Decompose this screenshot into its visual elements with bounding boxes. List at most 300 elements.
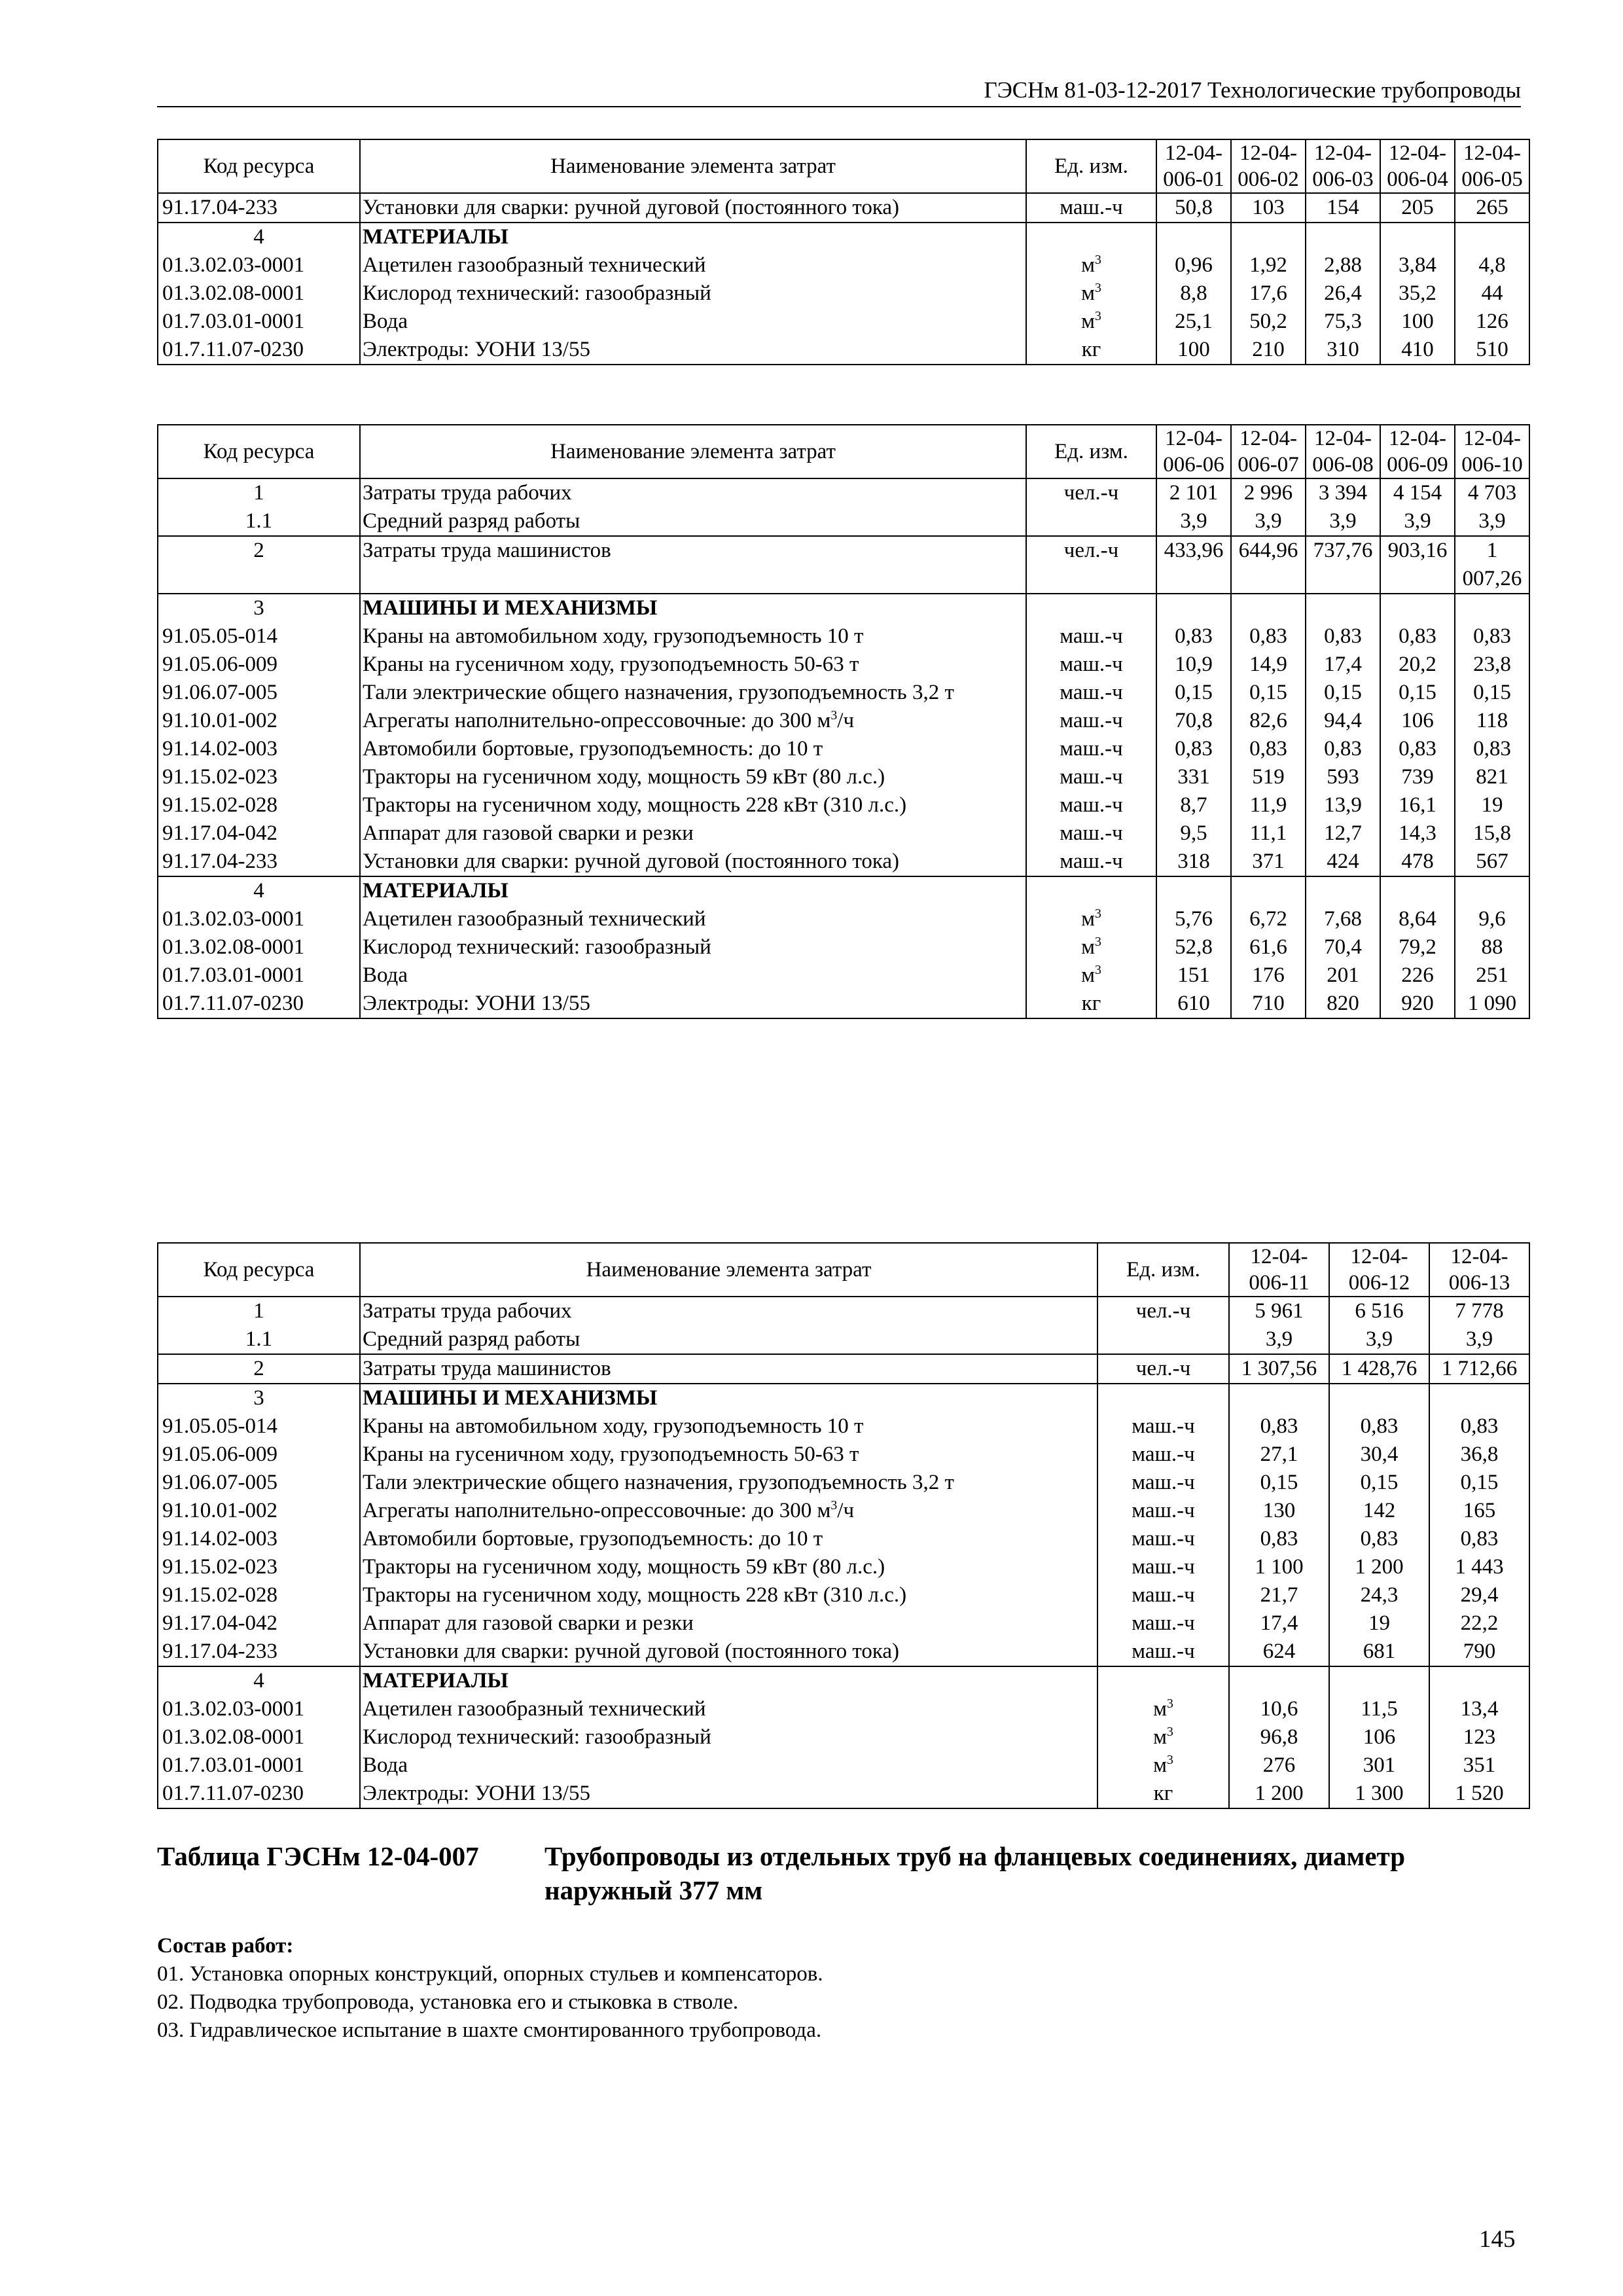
resource-code: 01.3.02.03-0001 xyxy=(158,905,360,933)
resource-code: 91.15.02-028 xyxy=(158,1581,360,1609)
table-row xyxy=(158,933,1529,961)
norm-value: 3,9 xyxy=(1229,1325,1329,1354)
table-row xyxy=(158,1384,1529,1412)
resource-code: 3 xyxy=(158,594,360,622)
cost-element-name: Электроды: УОНИ 13/55 xyxy=(360,1780,1097,1808)
norm-value: 106 xyxy=(1380,707,1455,735)
norm-value: 1 007,26 xyxy=(1455,536,1529,594)
resource-code: 01.3.02.08-0001 xyxy=(158,279,360,308)
norm-value xyxy=(1380,876,1455,905)
norm-value: 0,83 xyxy=(1231,735,1306,763)
table-row xyxy=(158,1412,1529,1441)
resource-code: 91.17.04-233 xyxy=(158,1638,360,1666)
column-header: Код ресурса xyxy=(158,1243,360,1297)
unit: $м^3$ xyxy=(1026,933,1156,961)
norm-value: 24,3 xyxy=(1329,1581,1429,1609)
norm-value: 106 xyxy=(1329,1723,1429,1751)
table-row xyxy=(158,651,1529,679)
norm-value: 25,1 xyxy=(1156,308,1231,336)
norm-value: 681 xyxy=(1329,1638,1429,1666)
norm-value: 2 101 xyxy=(1156,478,1231,507)
norm-value: 118 xyxy=(1455,707,1529,735)
norm-value: 644,96 xyxy=(1231,536,1306,594)
norm-value: 821 xyxy=(1455,763,1529,791)
table-row xyxy=(158,478,1529,507)
norm-value: 0,15 xyxy=(1329,1469,1429,1497)
column-header: Наименование элемента затрат xyxy=(360,139,1026,193)
norm-value: 61,6 xyxy=(1231,933,1306,961)
cost-element-name: Установки для сварки: ручной дуговой (постоянного тока) xyxy=(360,1638,1097,1666)
work-item: 02. Подводка трубопровода, установка его и стыковка в стволе. xyxy=(157,1990,739,2014)
norm-value: 710 xyxy=(1231,990,1306,1018)
column-header: Код ресурса xyxy=(158,139,360,193)
cost-element-name: Электроды: УОНИ 13/55 xyxy=(360,990,1026,1018)
cost-element-name: МАТЕРИАЛЫ xyxy=(360,223,1026,251)
column-header: Наименование элемента затрат xyxy=(360,425,1026,478)
unit: кг xyxy=(1026,336,1156,365)
norm-value: 0,83 xyxy=(1156,735,1231,763)
resource-code: 91.17.04-233 xyxy=(158,193,360,223)
norm-value: 70,8 xyxy=(1156,707,1231,735)
cost-element-name: Электроды: УОНИ 13/55 xyxy=(360,336,1026,365)
table-row xyxy=(158,791,1529,819)
norm-value: 126 xyxy=(1455,308,1529,336)
unit xyxy=(1097,1666,1229,1695)
resource-code: 1.1 xyxy=(158,1325,360,1354)
unit: маш.-ч xyxy=(1097,1638,1229,1666)
cost-element-name: Краны на автомобильном ходу, грузоподъемность 10 т xyxy=(360,622,1026,651)
cost-element-name: МАТЕРИАЛЫ xyxy=(360,1666,1097,1695)
norm-value: 251 xyxy=(1455,961,1529,990)
norm-value: 371 xyxy=(1231,848,1306,876)
norm-value: 123 xyxy=(1429,1723,1529,1751)
cost-element-name: Ацетилен газообразный технический xyxy=(360,251,1026,279)
cost-element-name: Тракторы на гусеничном ходу, мощность 59 кВт (80 л.с.) xyxy=(360,1553,1097,1581)
norm-value: 1 200 xyxy=(1329,1553,1429,1581)
table-row xyxy=(158,536,1529,594)
norm-value: 1 428,76 xyxy=(1329,1354,1429,1384)
work-item: 01. Установка опорных конструкций, опорных стульев и компенсаторов. xyxy=(157,1962,823,1986)
norm-value: 0,83 xyxy=(1306,622,1380,651)
norm-value: 82,6 xyxy=(1231,707,1306,735)
table-row xyxy=(158,707,1529,735)
work-composition-title: Состав работ: xyxy=(157,1934,294,1958)
norm-value: 1 307,56 xyxy=(1229,1354,1329,1384)
norm-value: 1 443 xyxy=(1429,1553,1529,1581)
norm-value: 0,15 xyxy=(1429,1469,1529,1497)
norm-value: 3,9 xyxy=(1455,507,1529,536)
resource-code: 91.10.01-002 xyxy=(158,707,360,735)
cost-element-name: Вода xyxy=(360,308,1026,336)
table-row xyxy=(158,594,1529,622)
column-header: 12-04-006-07 xyxy=(1231,425,1306,478)
norm-value: 1 520 xyxy=(1429,1780,1529,1808)
norm-value: 16,1 xyxy=(1380,791,1455,819)
norm-value: 15,8 xyxy=(1455,819,1529,848)
unit: маш.-ч xyxy=(1097,1412,1229,1441)
cost-element-name: Средний разряд работы xyxy=(360,507,1026,536)
norm-value: 2,88 xyxy=(1306,251,1380,279)
table-row xyxy=(158,336,1529,365)
unit: маш.-ч xyxy=(1026,679,1156,707)
norm-value: 5,76 xyxy=(1156,905,1231,933)
table-title-label: Таблица ГЭСНм 12-04-007 xyxy=(157,1841,479,1871)
unit: маш.-ч xyxy=(1097,1609,1229,1638)
norm-value xyxy=(1455,223,1529,251)
norm-value: 3,9 xyxy=(1380,507,1455,536)
resource-code: 91.14.02-003 xyxy=(158,735,360,763)
cost-element-name: МАТЕРИАЛЫ xyxy=(360,876,1026,905)
resource-code: 2 xyxy=(158,536,360,594)
table-row xyxy=(158,507,1529,536)
norm-value: 0,83 xyxy=(1380,735,1455,763)
norm-value: 0,83 xyxy=(1156,622,1231,651)
norm-value: 820 xyxy=(1306,990,1380,1018)
resource-code: 91.06.07-005 xyxy=(158,1469,360,1497)
column-header: 12-04-006-02 xyxy=(1231,139,1306,193)
cost-element-name: Затраты труда рабочих xyxy=(360,478,1026,507)
table-row xyxy=(158,1638,1529,1666)
resource-code: 01.3.02.03-0001 xyxy=(158,1695,360,1723)
table-row xyxy=(158,1325,1529,1354)
norm-value: 0,15 xyxy=(1229,1469,1329,1497)
resource-code: 01.3.02.08-0001 xyxy=(158,1723,360,1751)
norm-value xyxy=(1156,876,1231,905)
norm-value: 4 703 xyxy=(1455,478,1529,507)
norm-value xyxy=(1156,223,1231,251)
norm-value: 13,4 xyxy=(1429,1695,1529,1723)
cost-element-name: Установки для сварки: ручной дуговой (постоянного тока) xyxy=(360,193,1026,223)
norm-value: 610 xyxy=(1156,990,1231,1018)
norm-value: 11,5 xyxy=(1329,1695,1429,1723)
norm-value: 35,2 xyxy=(1380,279,1455,308)
cost-element-name: Вода xyxy=(360,1751,1097,1780)
norm-value: 0,15 xyxy=(1156,679,1231,707)
table-header-row xyxy=(158,425,1529,478)
norm-value xyxy=(1231,876,1306,905)
norms-table-3 xyxy=(157,1242,1530,1809)
cost-element-name: Краны на автомобильном ходу, грузоподъемность 10 т xyxy=(360,1412,1097,1441)
column-header: 12-04-006-01 xyxy=(1156,139,1231,193)
resource-code: 01.7.03.01-0001 xyxy=(158,1751,360,1780)
norm-value: 75,3 xyxy=(1306,308,1380,336)
unit xyxy=(1097,1384,1229,1412)
norm-value xyxy=(1380,223,1455,251)
norm-value: 29,4 xyxy=(1429,1581,1529,1609)
unit: $м^3$ xyxy=(1097,1751,1229,1780)
column-header: 12-04-006-13 xyxy=(1429,1243,1529,1297)
norm-value: 9,6 xyxy=(1455,905,1529,933)
resource-code: 91.17.04-042 xyxy=(158,1609,360,1638)
norm-value xyxy=(1455,876,1529,905)
norm-value: 0,15 xyxy=(1380,679,1455,707)
table-row xyxy=(158,990,1529,1018)
norm-value: 276 xyxy=(1229,1751,1329,1780)
column-header: 12-04-006-06 xyxy=(1156,425,1231,478)
table-row xyxy=(158,819,1529,848)
resource-code: 4 xyxy=(158,223,360,251)
cost-element-name: Агрегаты наполнительно-опрессовочные: до 300 $м^3/ч$ xyxy=(360,707,1026,735)
norm-value: 593 xyxy=(1306,763,1380,791)
table-row xyxy=(158,1695,1529,1723)
norm-value: 519 xyxy=(1231,763,1306,791)
norm-value: 7 778 xyxy=(1429,1297,1529,1325)
norm-value: 176 xyxy=(1231,961,1306,990)
norm-value: 30,4 xyxy=(1329,1441,1429,1469)
norm-value: 0,15 xyxy=(1231,679,1306,707)
norm-value: 52,8 xyxy=(1156,933,1231,961)
norm-value: 424 xyxy=(1306,848,1380,876)
norm-value: 0,83 xyxy=(1229,1525,1329,1553)
norm-value: 79,2 xyxy=(1380,933,1455,961)
unit: кг xyxy=(1097,1780,1229,1808)
norm-value xyxy=(1231,223,1306,251)
cost-element-name: Кислород технический: газообразный xyxy=(360,933,1026,961)
column-header: 12-04-006-09 xyxy=(1380,425,1455,478)
cost-element-name: Вода xyxy=(360,961,1026,990)
norm-value: 1 200 xyxy=(1229,1780,1329,1808)
norm-value: 1 090 xyxy=(1455,990,1529,1018)
norm-value: 0,83 xyxy=(1455,735,1529,763)
resource-code: 91.05.05-014 xyxy=(158,1412,360,1441)
resource-code: 01.7.11.07-0230 xyxy=(158,336,360,365)
unit: маш.-ч xyxy=(1026,819,1156,848)
column-header: 12-04-006-04 xyxy=(1380,139,1455,193)
resource-code: 91.10.01-002 xyxy=(158,1497,360,1525)
unit: чел.-ч xyxy=(1097,1354,1229,1384)
cost-element-name: Кислород технический: газообразный xyxy=(360,1723,1097,1751)
unit: чел.-ч xyxy=(1026,536,1156,594)
norm-value: 920 xyxy=(1380,990,1455,1018)
norm-value: 130 xyxy=(1229,1497,1329,1525)
unit xyxy=(1026,507,1156,536)
cost-element-name: Краны на гусеничном ходу, грузоподъемность 50-63 т xyxy=(360,1441,1097,1469)
cost-element-name: Тракторы на гусеничном ходу, мощность 59 кВт (80 л.с.) xyxy=(360,763,1026,791)
norm-value: 17,6 xyxy=(1231,279,1306,308)
norm-value: 17,4 xyxy=(1229,1609,1329,1638)
cost-element-name: Агрегаты наполнительно-опрессовочные: до 300 $м^3/ч$ xyxy=(360,1497,1097,1525)
table-row xyxy=(158,1553,1529,1581)
norm-value: 94,4 xyxy=(1306,707,1380,735)
table-row xyxy=(158,622,1529,651)
norm-value: 205 xyxy=(1380,193,1455,223)
norm-value xyxy=(1156,594,1231,622)
norm-value: 10,9 xyxy=(1156,651,1231,679)
norm-value: 0,83 xyxy=(1329,1525,1429,1553)
norm-value: 12,7 xyxy=(1306,819,1380,848)
cost-element-name: Средний разряд работы xyxy=(360,1325,1097,1354)
table-row xyxy=(158,1609,1529,1638)
resource-code: 91.17.04-233 xyxy=(158,848,360,876)
norm-value xyxy=(1429,1384,1529,1412)
norm-value: 410 xyxy=(1380,336,1455,365)
unit: $м^3$ xyxy=(1026,279,1156,308)
norm-value: 567 xyxy=(1455,848,1529,876)
norm-value: 8,7 xyxy=(1156,791,1231,819)
norm-value: 3,9 xyxy=(1429,1325,1529,1354)
norm-value: 96,8 xyxy=(1229,1723,1329,1751)
cost-element-name: Ацетилен газообразный технический xyxy=(360,1695,1097,1723)
norm-value: 331 xyxy=(1156,763,1231,791)
resource-code: 4 xyxy=(158,1666,360,1695)
norm-value: 201 xyxy=(1306,961,1380,990)
table-row xyxy=(158,848,1529,876)
norm-value: 154 xyxy=(1306,193,1380,223)
norm-value: 100 xyxy=(1156,336,1231,365)
norm-value: 36,8 xyxy=(1429,1441,1529,1469)
unit: $м^3$ xyxy=(1026,251,1156,279)
resource-code: 91.05.06-009 xyxy=(158,651,360,679)
norm-value: 27,1 xyxy=(1229,1441,1329,1469)
resource-code: 01.7.03.01-0001 xyxy=(158,308,360,336)
norm-value: 433,96 xyxy=(1156,536,1231,594)
cost-element-name: Затраты труда машинистов xyxy=(360,1354,1097,1384)
unit: маш.-ч xyxy=(1026,193,1156,223)
resource-code: 91.05.05-014 xyxy=(158,622,360,651)
resource-code: 1 xyxy=(158,478,360,507)
unit: $м^3$ xyxy=(1026,308,1156,336)
norms-table-2 xyxy=(157,424,1530,1019)
cost-element-name: Тали электрические общего назначения, грузоподъемность 3,2 т xyxy=(360,679,1026,707)
cost-element-name: Автомобили бортовые, грузоподъемность: до 10 т xyxy=(360,735,1026,763)
cost-element-name: Кислород технический: газообразный xyxy=(360,279,1026,308)
resource-code: 1.1 xyxy=(158,507,360,536)
column-header: Код ресурса xyxy=(158,425,360,478)
table-row xyxy=(158,1780,1529,1808)
table-row xyxy=(158,1581,1529,1609)
work-item: 03. Гидравлическое испытание в шахте смонтированного трубопровода. xyxy=(157,2018,822,2042)
unit: кг xyxy=(1026,990,1156,1018)
column-header: 12-04-006-11 xyxy=(1229,1243,1329,1297)
unit: маш.-ч xyxy=(1097,1469,1229,1497)
cost-element-name: Тракторы на гусеничном ходу, мощность 228 кВт (310 л.с.) xyxy=(360,791,1026,819)
column-header: Ед. изм. xyxy=(1026,425,1156,478)
unit: маш.-ч xyxy=(1097,1525,1229,1553)
table-row xyxy=(158,1525,1529,1553)
resource-code: 91.17.04-042 xyxy=(158,819,360,848)
norm-value: 14,3 xyxy=(1380,819,1455,848)
norm-value: 737,76 xyxy=(1306,536,1380,594)
norm-value: 10,6 xyxy=(1229,1695,1329,1723)
norm-value: 26,4 xyxy=(1306,279,1380,308)
column-header: 12-04-006-05 xyxy=(1455,139,1529,193)
norm-value: 142 xyxy=(1329,1497,1429,1525)
column-header: 12-04-006-08 xyxy=(1306,425,1380,478)
norm-value: 0,83 xyxy=(1329,1412,1429,1441)
norm-value: 50,2 xyxy=(1231,308,1306,336)
resource-code: 91.15.02-028 xyxy=(158,791,360,819)
running-header: ГЭСНм 81-03-12-2017 Технологические трубопроводы xyxy=(157,77,1521,107)
table-row xyxy=(158,735,1529,763)
unit xyxy=(1026,594,1156,622)
norm-value xyxy=(1231,594,1306,622)
norm-value: 0,15 xyxy=(1306,679,1380,707)
norm-value xyxy=(1380,594,1455,622)
norm-value: 3,9 xyxy=(1329,1325,1429,1354)
resource-code: 4 xyxy=(158,876,360,905)
unit xyxy=(1026,876,1156,905)
resource-code: 1 xyxy=(158,1297,360,1325)
norm-value: 0,15 xyxy=(1455,679,1529,707)
table-row xyxy=(158,193,1529,223)
norm-value: 70,4 xyxy=(1306,933,1380,961)
unit: маш.-ч xyxy=(1097,1497,1229,1525)
norm-value: 14,9 xyxy=(1231,651,1306,679)
norm-value: 3,9 xyxy=(1156,507,1231,536)
norm-value: 0,83 xyxy=(1429,1525,1529,1553)
norm-value: 3,84 xyxy=(1380,251,1455,279)
norm-value: 6 516 xyxy=(1329,1297,1429,1325)
norm-value: 0,83 xyxy=(1380,622,1455,651)
norm-value: 4,8 xyxy=(1455,251,1529,279)
norm-value xyxy=(1306,876,1380,905)
column-header: 12-04-006-12 xyxy=(1329,1243,1429,1297)
norm-value: 19 xyxy=(1329,1609,1429,1638)
cost-element-name: Затраты труда машинистов xyxy=(360,536,1026,594)
unit: маш.-ч xyxy=(1026,651,1156,679)
norm-value: 0,83 xyxy=(1455,622,1529,651)
column-header: Ед. изм. xyxy=(1097,1243,1229,1297)
norm-value xyxy=(1306,594,1380,622)
norm-value: 100 xyxy=(1380,308,1455,336)
norm-value: 103 xyxy=(1231,193,1306,223)
table-row xyxy=(158,876,1529,905)
cost-element-name: Тали электрические общего назначения, грузоподъемность 3,2 т xyxy=(360,1469,1097,1497)
unit: маш.-ч xyxy=(1026,622,1156,651)
page-number: 145 xyxy=(1479,2226,1516,2253)
unit: чел.-ч xyxy=(1026,478,1156,507)
unit xyxy=(1026,223,1156,251)
resource-code: 01.3.02.08-0001 xyxy=(158,933,360,961)
unit: маш.-ч xyxy=(1026,848,1156,876)
norm-value: 8,64 xyxy=(1380,905,1455,933)
cost-element-name: Автомобили бортовые, грузоподъемность: до 10 т xyxy=(360,1525,1097,1553)
norm-value: 3,9 xyxy=(1306,507,1380,536)
norm-value: 19 xyxy=(1455,791,1529,819)
norm-value: 22,2 xyxy=(1429,1609,1529,1638)
unit: чел.-ч xyxy=(1097,1297,1229,1325)
resource-code: 01.7.03.01-0001 xyxy=(158,961,360,990)
resource-code: 01.7.11.07-0230 xyxy=(158,990,360,1018)
table-row xyxy=(158,1723,1529,1751)
table-row xyxy=(158,1469,1529,1497)
norm-value: 9,5 xyxy=(1156,819,1231,848)
norm-value: 510 xyxy=(1455,336,1529,365)
column-header: Ед. изм. xyxy=(1026,139,1156,193)
unit: маш.-ч xyxy=(1026,707,1156,735)
norm-value xyxy=(1329,1666,1429,1695)
norm-value: 165 xyxy=(1429,1497,1529,1525)
norm-value: 0,83 xyxy=(1229,1412,1329,1441)
table-row xyxy=(158,1497,1529,1525)
norm-value: 7,68 xyxy=(1306,905,1380,933)
table-row xyxy=(158,223,1529,251)
cost-element-name: МАШИНЫ И МЕХАНИЗМЫ xyxy=(360,594,1026,622)
norm-value: 265 xyxy=(1455,193,1529,223)
norm-value: 3,9 xyxy=(1231,507,1306,536)
resource-code: 3 xyxy=(158,1384,360,1412)
unit: $м^3$ xyxy=(1097,1695,1229,1723)
norm-value: 21,7 xyxy=(1229,1581,1329,1609)
cost-element-name: Ацетилен газообразный технический xyxy=(360,905,1026,933)
unit: $м^3$ xyxy=(1026,905,1156,933)
table-header-row xyxy=(158,139,1529,193)
cost-element-name: МАШИНЫ И МЕХАНИЗМЫ xyxy=(360,1384,1097,1412)
norm-value: 151 xyxy=(1156,961,1231,990)
cost-element-name: Тракторы на гусеничном ходу, мощность 228 кВт (310 л.с.) xyxy=(360,1581,1097,1609)
norms-table-1 xyxy=(157,139,1530,365)
resource-code: 91.15.02-023 xyxy=(158,1553,360,1581)
